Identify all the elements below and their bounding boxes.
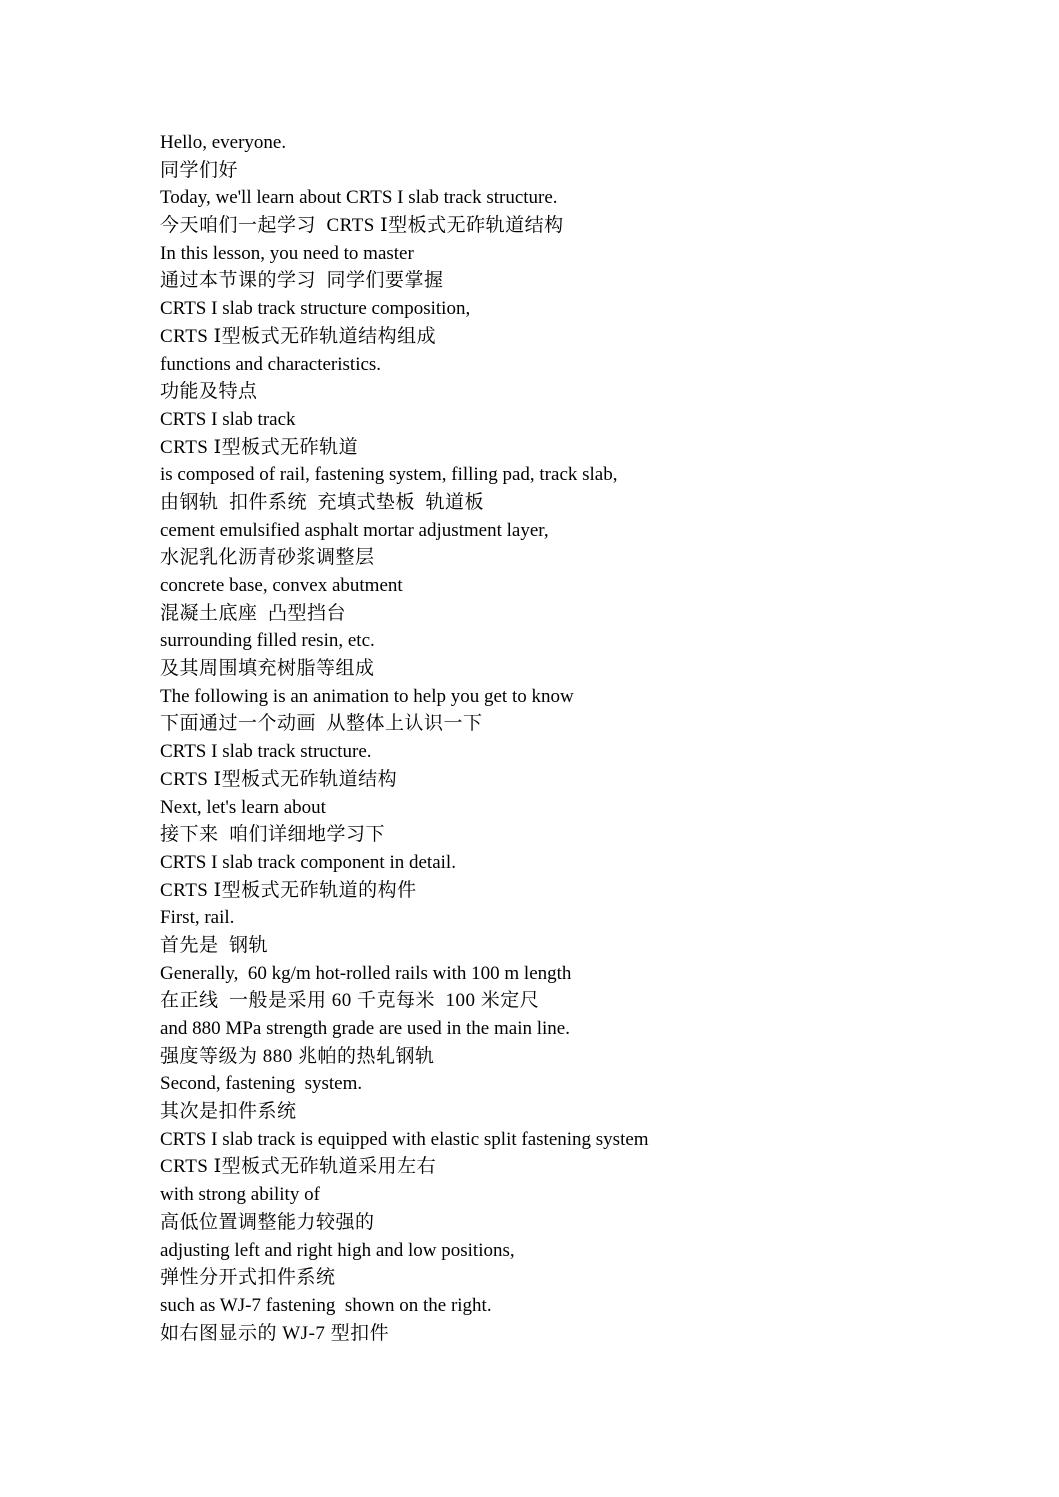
chinese-line: 同学们好: [160, 159, 239, 181]
chinese-line: 混凝土底座 凸型挡台: [160, 602, 347, 624]
english-line: Hello, everyone.: [160, 132, 287, 153]
chinese-line: 通过本节课的学习 同学们要掌握: [160, 270, 444, 292]
english-line: The following is an animation to help you get to know: [160, 685, 574, 707]
english-line: surrounding filled resin, etc.: [160, 630, 375, 652]
english-line: such as WJ-7 fastening shown on the right.: [160, 1294, 492, 1316]
chinese-line: 高低位置调整能力较强的: [160, 1211, 375, 1233]
transcript-text: [160, 129, 1020, 1347]
english-line: cement emulsified asphalt mortar adjustment layer,: [160, 519, 549, 541]
chinese-line: CRTS Ⅰ型板式无砟轨道结构: [160, 768, 398, 790]
chinese-line: 下面通过一个动画 从整体上认识一下: [160, 713, 483, 735]
chinese-line: 弹性分开式扣件系统: [160, 1267, 336, 1289]
english-line: Today, we'll learn about CRTS I slab track structure.: [160, 187, 558, 209]
english-line: with strong ability of: [160, 1184, 320, 1206]
chinese-line: 今天咱们一起学习 CRTS Ⅰ型板式无砟轨道结构: [160, 215, 564, 237]
english-line: functions and characteristics.: [160, 353, 382, 375]
chinese-line: CRTS Ⅰ型板式无砟轨道采用左右: [160, 1156, 437, 1178]
english-line: Generally, 60 kg/m hot-rolled rails with 100 m length: [160, 962, 572, 984]
chinese-line: 功能及特点: [160, 381, 258, 403]
chinese-line: CRTS Ⅰ型板式无砟轨道结构组成: [160, 325, 437, 347]
chinese-line: CRTS Ⅰ型板式无砟轨道: [160, 436, 359, 458]
english-line: concrete base, convex abutment: [160, 575, 403, 596]
chinese-line: 首先是 钢轨: [160, 934, 269, 956]
english-line: CRTS I slab track: [160, 408, 296, 430]
chinese-line: CRTS Ⅰ型板式无砟轨道的构件: [160, 879, 417, 901]
english-line: and 880 MPa strength grade are used in the main line.: [160, 1018, 570, 1039]
chinese-line: 水泥乳化沥青砂浆调整层: [160, 547, 375, 569]
english-line: In this lesson, you need to master: [160, 242, 414, 264]
chinese-line: 在正线 一般是采用 60 千克每米 100 米定尺: [160, 990, 540, 1012]
english-line: adjusting left and right high and low positions,: [160, 1239, 515, 1261]
english-line: CRTS I slab track component in detail.: [160, 851, 456, 873]
english-line: CRTS I slab track structure composition,: [160, 298, 471, 320]
english-line: Next, let's learn about: [160, 796, 326, 818]
english-line: First, rail.: [160, 907, 235, 929]
chinese-line: 强度等级为 880 兆帕的热轧钢轨: [160, 1045, 435, 1067]
english-line: CRTS I slab track structure.: [160, 741, 372, 763]
chinese-line: 由钢轨 扣件系统 充填式垫板 轨道板: [160, 491, 485, 513]
english-line: Second, fastening system.: [160, 1073, 363, 1095]
english-line: CRTS I slab track is equipped with elastic split fastening system: [160, 1128, 649, 1150]
chinese-line: 接下来 咱们详细地学习下: [160, 824, 386, 846]
chinese-line: 及其周围填充树脂等组成: [160, 658, 375, 680]
english-line: is composed of rail, fastening system, filling pad, track slab,: [160, 464, 618, 486]
chinese-line: 其次是扣件系统: [160, 1101, 297, 1123]
chinese-line: 如右图显示的 WJ-7 型扣件: [160, 1322, 390, 1344]
